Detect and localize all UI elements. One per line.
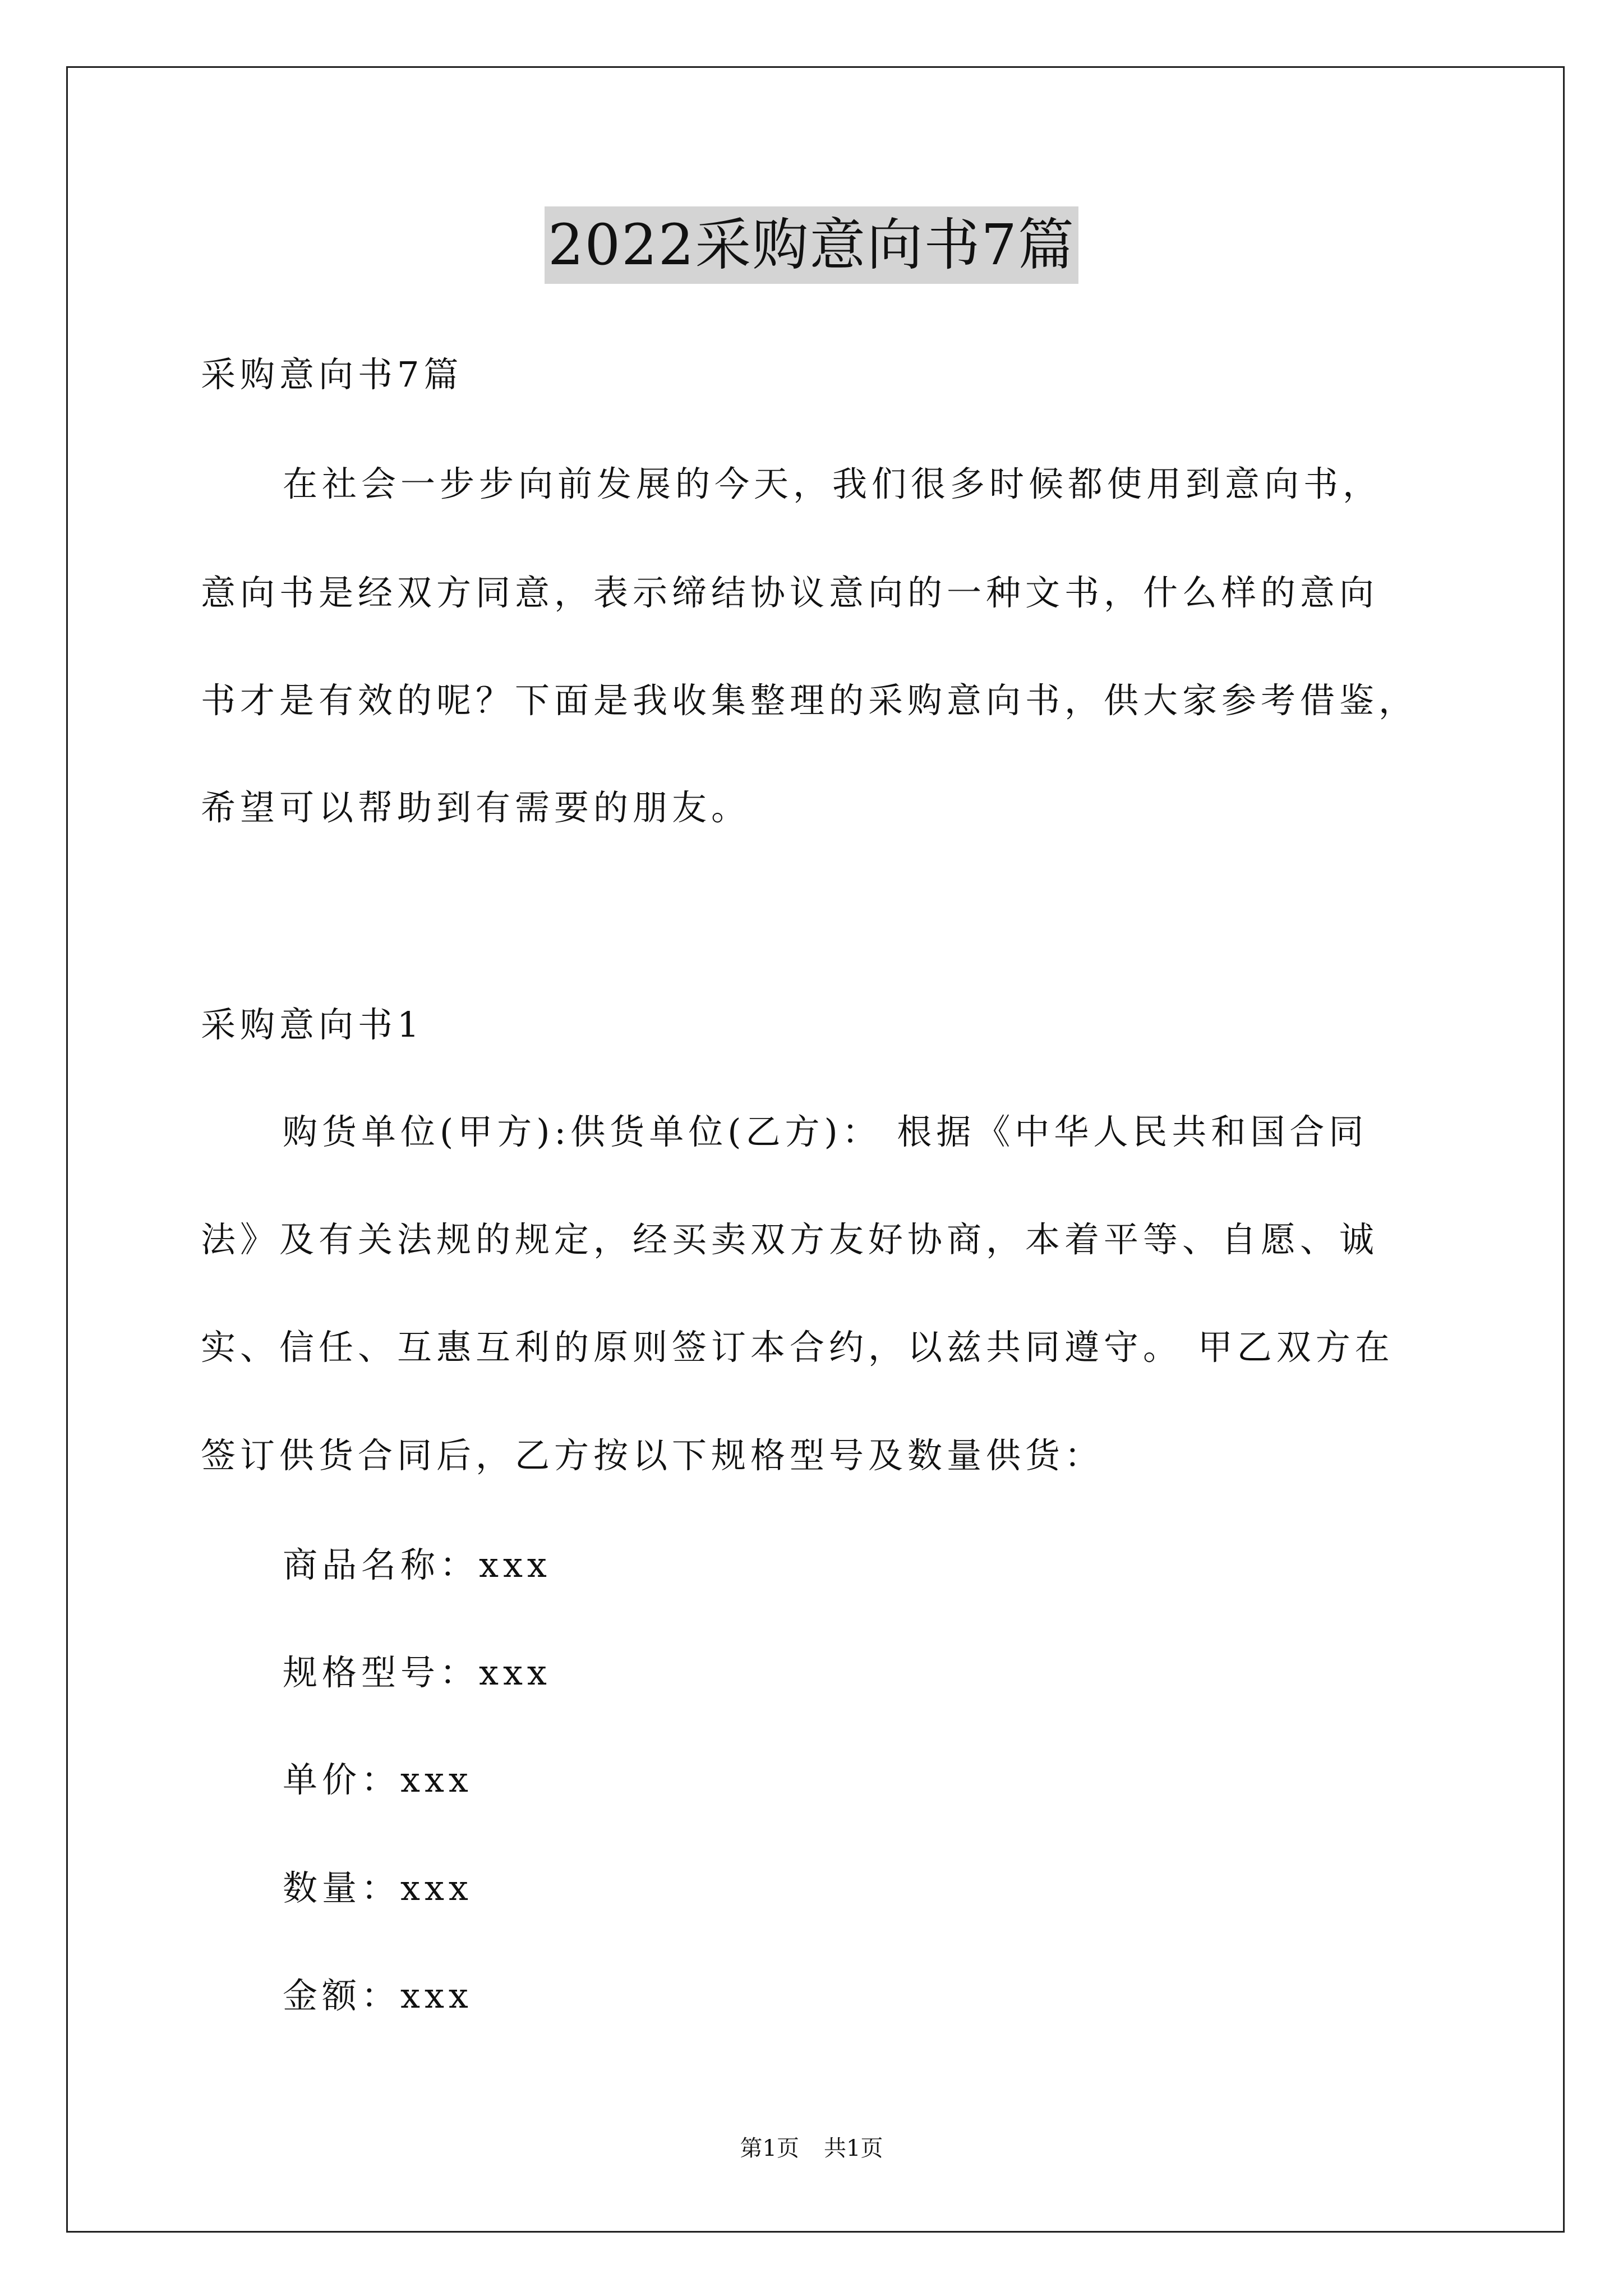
page-footer (0, 2132, 1623, 2165)
subtitle: 采购意向书7篇 (201, 354, 463, 395)
document-title: 2022采购意向书7篇 (545, 206, 1078, 284)
page-number: 第1页 (740, 2136, 799, 2161)
intro-line-2: 意向书是经双方同意，表示缔结协议意向的一种文书，什么样的意向 (201, 572, 1379, 613)
section1-para-line-3: 实、信任、互惠互利的原则签订本合约，以兹共同遵守。 甲乙双方在 (201, 1327, 1394, 1368)
section1-para-line-4: 签订供货合同后，乙方按以下规格型号及数量供货： (201, 1435, 1104, 1476)
section1-heading: 采购意向书1 (201, 1004, 424, 1045)
intro-line-4: 希望可以帮助到有需要的朋友。 (201, 787, 751, 828)
page-total: 共1页 (824, 2136, 883, 2161)
intro-line-3: 书才是有效的呢？下面是我收集整理的采购意向书，供大家参考借鉴， (201, 680, 1418, 721)
section1-para-line-2: 法》及有关法规的规定，经买卖双方友好协商，本着平等、自愿、诚 (201, 1219, 1379, 1260)
item-unit-price: 单价：xxx (283, 1759, 473, 1800)
item-quantity: 数量：xxx (283, 1867, 473, 1908)
item-spec-model: 规格型号：xxx (283, 1652, 551, 1693)
item-product-name: 商品名称：xxx (283, 1544, 551, 1585)
intro-line-1: 在社会一步步向前发展的今天，我们很多时候都使用到意向书， (283, 463, 1382, 504)
section1-para-line-1: 购货单位(甲方):供货单位(乙方)： 根据《中华人民共和国合同 (283, 1111, 1368, 1152)
document-title-wrapper (0, 206, 1623, 284)
item-amount: 金额：xxx (283, 1975, 473, 2016)
